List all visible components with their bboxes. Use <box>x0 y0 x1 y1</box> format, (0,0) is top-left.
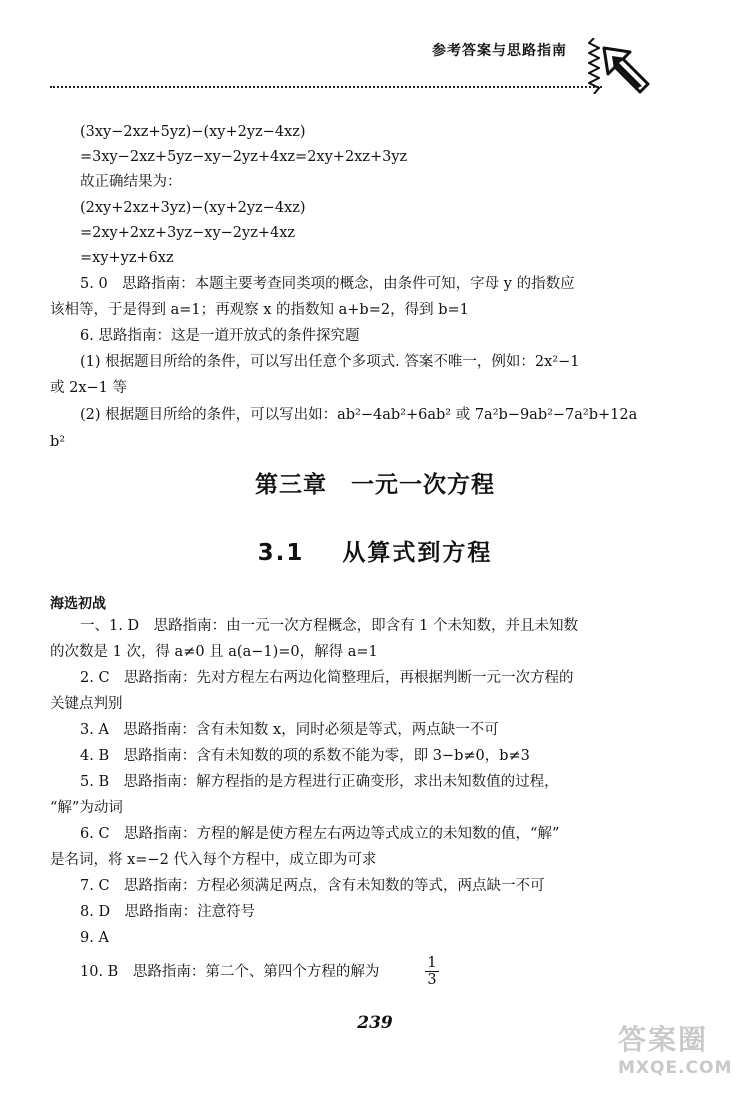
answer-line: 8. D 思路指南：注意符号 <box>80 904 256 920</box>
text-line: 或 2x−1 等 <box>50 380 127 396</box>
header-title: 参考答案与思路指南 <box>432 43 567 59</box>
text-line: 5. 0 思路指南：本题主要考查同类项的概念，由条件可知，字母 y 的指数应 <box>80 276 575 292</box>
text-line: 该相等，于是得到 a=1；再观察 x 的指数知 a+b=2，得到 b=1 <box>50 302 469 318</box>
text-line: b² <box>50 434 66 450</box>
text-line: =3xy−2xz+5yz−xy−2yz+4xz=2xy+2xz+3yz <box>80 149 408 165</box>
header-divider <box>50 86 602 88</box>
text-line: =xy+yz+6xz <box>80 250 174 266</box>
fraction-denominator: 3 <box>427 972 437 988</box>
answer-line: 4. B 思路指南：含有未知数的项的系数不能为零，即 3−b≠0，b≠3 <box>80 748 530 764</box>
answer-line: 3. A 思路指南：含有未知数 x，同时必须是等式，两点缺一不可 <box>80 722 499 738</box>
text-line: (1) 根据题目所给的条件，可以写出任意个多项式. 答案不唯一，例如：2x²−1 <box>80 354 580 370</box>
subsection-title: 海选初战 <box>50 596 106 612</box>
answer-line: 关键点判别 <box>50 696 123 712</box>
answer-line: 6. C 思路指南：方程的解是使方程左右两边等式成立的未知数的值，“解” <box>80 826 560 842</box>
arrow-icon <box>600 44 652 96</box>
text-line: 故正确结果为： <box>80 174 182 190</box>
text-line: (2) 根据题目所给的条件，可以写出如：ab²−4ab²+6ab² 或 7a²b−9ab²−7a²b+12a <box>80 407 638 423</box>
section-name: 从算式到方程 <box>342 540 493 566</box>
page-number: 239 <box>357 1013 393 1033</box>
text-line: (3xy−2xz+5yz)−(xy+2yz−4xz) <box>80 124 306 140</box>
fraction-one-third <box>425 956 439 987</box>
answer-line: 是名词，将 x=−2 代入每个方程中，成立即为可求 <box>50 852 377 868</box>
answer-line: “解”为动词 <box>50 800 123 816</box>
answer-line: 一、1. D 思路指南：由一元一次方程概念，即含有 1 个未知数，并且未知数 <box>80 618 579 634</box>
answer-line: 7. C 思路指南：方程必须满足两点，含有未知数的等式，两点缺一不可 <box>80 878 545 894</box>
section-title <box>0 534 750 567</box>
answer-line: 9. A <box>80 930 109 946</box>
fraction-numerator: 1 <box>427 955 437 971</box>
answer-line: 5. B 思路指南：解方程指的是方程进行正确变形，求出未知数值的过程， <box>80 774 559 790</box>
text-line: =2xy+2xz+3yz−xy−2yz+4xz <box>80 225 296 241</box>
watermark <box>618 1018 738 1080</box>
answer-line: 10. B 思路指南：第二个、第四个方程的解为 <box>80 964 380 980</box>
text-line: (2xy+2xz+3yz)−(xy+2yz−4xz) <box>80 200 306 216</box>
text-line: 6. 思路指南：这是一道开放式的条件探究题 <box>80 328 360 344</box>
section-number: 3.1 <box>257 540 305 566</box>
answer-line: 2. C 思路指南：先对方程左右两边化简整理后，再根据判断一元一次方程的 <box>80 670 574 686</box>
watermark-logo-text: 答案圈 <box>618 1023 709 1056</box>
watermark-url: MXQE.COM <box>618 1058 733 1078</box>
answer-line: 的次数是 1 次，得 a≠0 且 a(a−1)=0，解得 a=1 <box>50 644 378 660</box>
chapter-title: 第三章 一元一次方程 <box>255 472 495 498</box>
